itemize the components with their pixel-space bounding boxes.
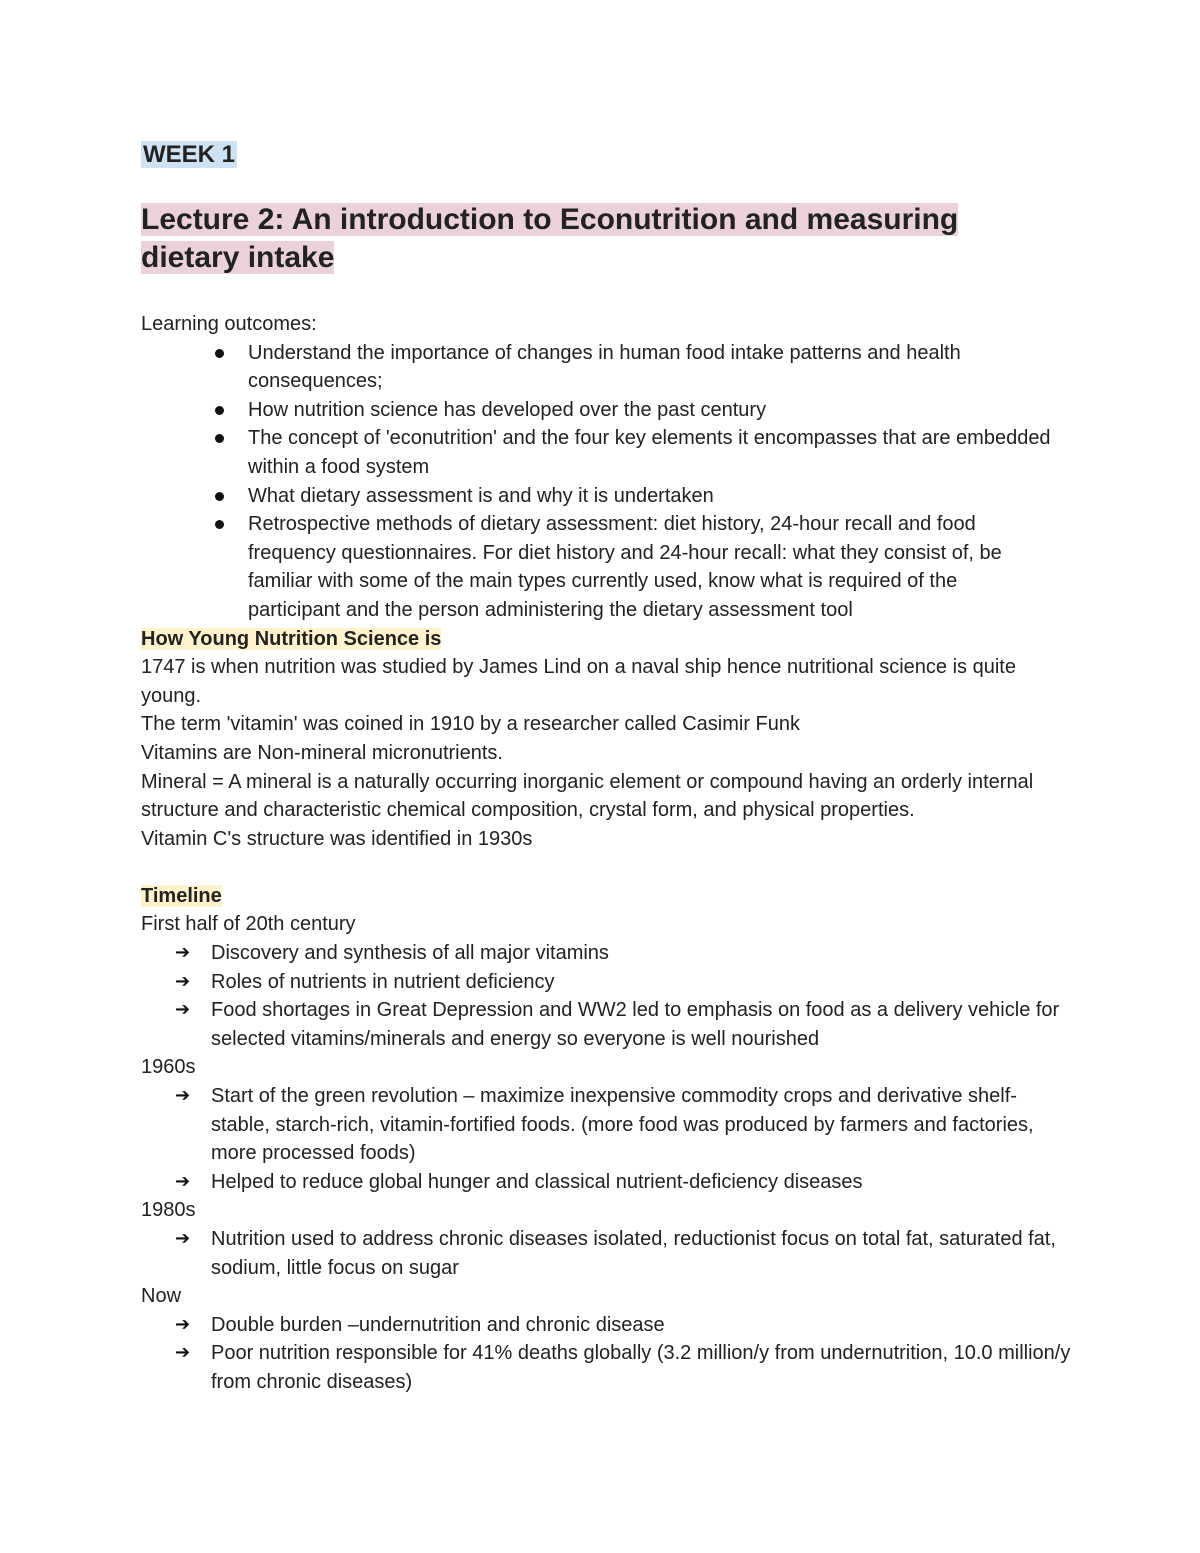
- learning-outcome-item: [248, 510, 1051, 624]
- learning-outcome-item: [248, 424, 1051, 481]
- document-content: [141, 138, 1071, 1397]
- learning-outcome-item: [248, 339, 1051, 396]
- arrow-icon: ➔: [175, 970, 191, 992]
- blank-line: [141, 853, 1071, 882]
- young-science-heading-text: How Young Nutrition Science is: [141, 627, 442, 650]
- timeline-item-text: Nutrition used to address chronic diseases isolated, reductionist focus on total fat, saturated fat, sodium, little focus on sugar: [211, 1228, 1056, 1279]
- timeline-item-text: Helped to reduce global hunger and classical nutrient-deficiency diseases: [211, 1170, 863, 1193]
- timeline-item: [175, 996, 1071, 1053]
- arrow-icon: ➔: [175, 1170, 191, 1192]
- timeline-heading-text: Timeline: [141, 884, 222, 907]
- timeline-period-label: 1980s: [141, 1199, 196, 1222]
- arrow-icon: ➔: [175, 1228, 191, 1249]
- arrow-icon: ➔: [175, 999, 191, 1021]
- young-science-line: 1747 is when nutrition was studied by James Lind on a naval ship hence nutritional science is quite young.: [141, 656, 1016, 707]
- timeline-item-text: Roles of nutrients in nutrient deficiency: [211, 970, 555, 993]
- timeline-item: [175, 1082, 1071, 1168]
- young-science-line: Mineral = A mineral is a naturally occurring inorganic element or compound having an orderly internal structure and characteristic chemical composition, crystal form, and physical properties.: [141, 770, 1034, 822]
- timeline-period-label: First half of 20th century: [141, 913, 356, 936]
- timeline-period-list: [141, 1311, 1071, 1397]
- timeline-period-list: [141, 939, 1071, 1053]
- timeline-item-text: Double burden –undernutrition and chronic disease: [211, 1313, 665, 1336]
- timeline-item: [175, 1339, 1071, 1396]
- arrow-icon: ➔: [175, 942, 191, 964]
- arrow-icon: ➔: [175, 1342, 191, 1364]
- timeline-item-text: Start of the green revolution – maximize inexpensive commodity crops and derivative shelf-stable, starch-rich, vitamin-fortified foods. (more food was produced by farmers and factories, more processed foods): [211, 1085, 1034, 1165]
- learning-outcome-text: Retrospective methods of dietary assessment: diet history, 24-hour recall and food frequency questionnaires. For diet history and 24-hour recall: what they consist of, be familiar with some of the main types currently used, know what is required of the participant and the person administering the dietary assessment tool: [248, 513, 1002, 621]
- timeline-period-list: [141, 1225, 1071, 1282]
- young-science-heading: [141, 625, 1071, 654]
- learning-outcome-text: How nutrition science has developed over the past century: [248, 398, 767, 421]
- timeline-item-text: Discovery and synthesis of all major vitamins: [211, 942, 609, 965]
- timeline-period-label: 1960s: [141, 1056, 196, 1079]
- lecture-title: [141, 201, 1061, 277]
- young-science-line: Vitamin C's structure was identified in 1930s: [141, 827, 533, 850]
- young-science-line: The term 'vitamin' was coined in 1910 by a researcher called Casimir Funk: [141, 713, 801, 736]
- learning-outcomes-wrap: [141, 339, 1051, 625]
- learning-outcome-text: What dietary assessment is and why it is undertaken: [248, 484, 714, 507]
- timeline-period-label: Now: [141, 1285, 182, 1308]
- learning-outcome-text: The concept of 'econutrition' and the four key elements it encompasses that are embedded within a food system: [248, 427, 1051, 478]
- bullet-icon: [215, 349, 224, 358]
- bullet-icon: [215, 406, 224, 415]
- bullet-icon: [215, 520, 224, 529]
- timeline-item: [175, 1311, 1071, 1340]
- timeline-item: [175, 939, 1071, 968]
- timeline-item: [175, 968, 1071, 997]
- lecture-title-text: Lecture 2: An introduction to Econutrition and measuring dietary intake: [141, 203, 959, 274]
- young-science-line: Vitamins are Non-mineral micronutrients.: [141, 741, 503, 764]
- arrow-icon: ➔: [175, 1313, 191, 1335]
- timeline-heading: [141, 882, 1071, 911]
- learning-outcomes-list: [141, 339, 1051, 625]
- timeline-item-text: Poor nutrition responsible for 41% deaths globally (3.2 million/y from undernutrition, 10.0 million/y from chronic diseases): [211, 1342, 1071, 1393]
- week-heading: [141, 138, 1071, 172]
- bullet-icon: [215, 434, 224, 443]
- timeline-item: [175, 1225, 1071, 1282]
- learning-outcome-item: [248, 396, 1051, 425]
- learning-outcome-item: [248, 482, 1051, 511]
- timeline-period-list: [141, 1082, 1071, 1196]
- bullet-icon: [215, 492, 224, 501]
- timeline-item-text: Food shortages in Great Depression and WW2 led to emphasis on food as a delivery vehicle for selected vitamins/minerals and energy so everyone is well nourished: [211, 999, 1060, 1050]
- learning-outcome-text: Understand the importance of changes in human food intake patterns and health consequences;: [248, 341, 961, 393]
- week-label: WEEK 1: [143, 141, 236, 168]
- timeline-item: [175, 1168, 1071, 1197]
- arrow-icon: ➔: [175, 1085, 191, 1107]
- learning-outcomes-label: Learning outcomes:: [141, 313, 317, 335]
